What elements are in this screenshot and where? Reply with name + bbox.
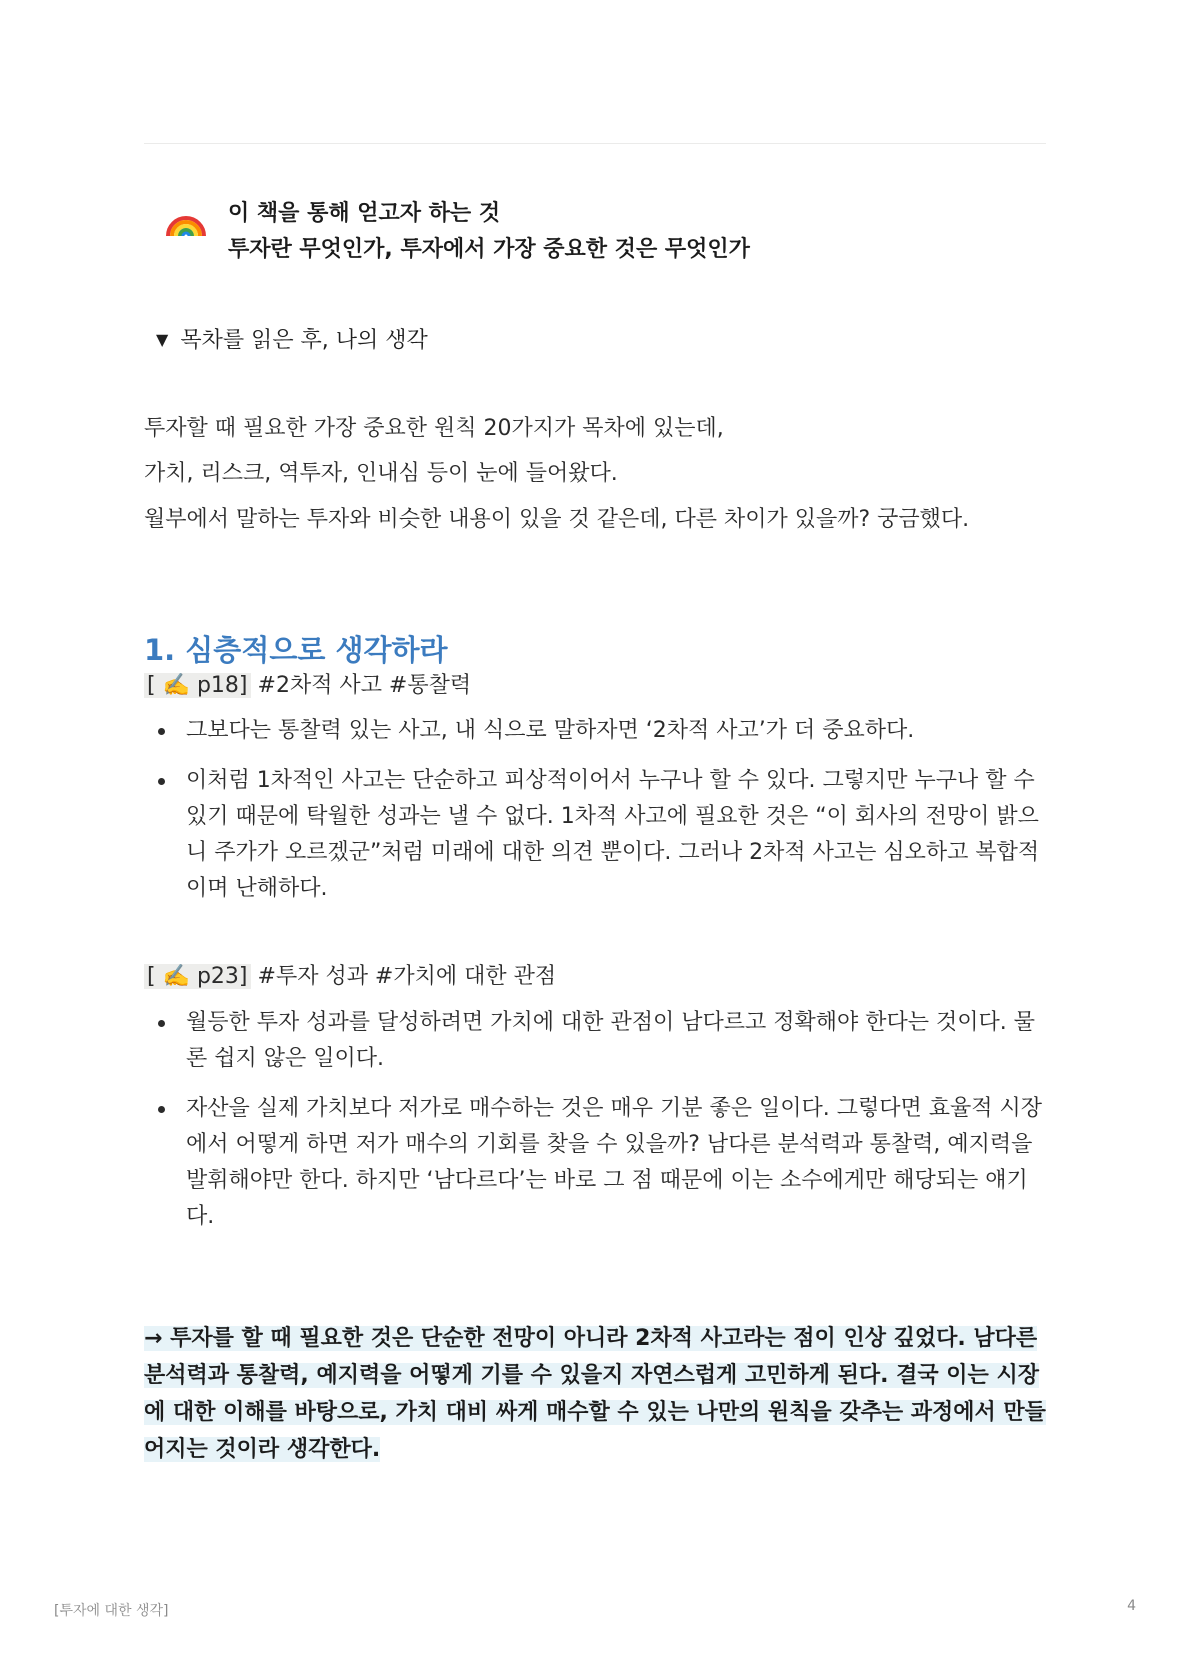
bullet-dot (158, 1106, 165, 1113)
note-tagline (144, 671, 471, 701)
section-heading: 1. 심층적으로 생각하라 (144, 633, 448, 667)
intro-line-2: 가치, 리스크, 역투자, 인내심 등이 눈에 들어왔다. (144, 461, 618, 486)
bullet-dot (158, 728, 165, 735)
footer-title: [투자에 대한 생각] (54, 1603, 169, 1619)
callout-title: 이 책을 통해 얻고자 하는 것 (228, 201, 501, 226)
reflection-text: → 투자를 할 때 필요한 것은 단순한 전망이 아니라 2차적 사고라는 점이 인상 깊었다. 남다른 분석력과 통찰력, 예지력을 어떻게 기를 수 있을지 자연스럽게 고민하게 된다. 결국 이는 시장에 대한 이해를 바탕으로, 가치 대비 싸게 매수할 수 있는 나만의 원칙을 갖추는 과정에서 만들어지는 것이라 생각한다. (144, 1326, 1046, 1462)
bullet-list (144, 713, 1050, 921)
intro-line-3: 월부에서 말하는 투자와 비슷한 내용이 있을 것 같은데, 다른 차이가 있을까? 궁금했다. (144, 507, 970, 532)
page-ref-badge: [ ✍️ p23] (144, 964, 251, 989)
bullet-dot (158, 778, 165, 785)
list-item: 그보다는 통찰력 있는 사고, 내 식으로 말하자면 ‘2차적 사고’가 더 중요하다. (144, 713, 1050, 749)
list-item: 이처럼 1차적인 사고는 단순하고 피상적이어서 누구나 할 수 있다. 그렇지만 누구나 할 수 있기 때문에 탁월한 성과는 낼 수 없다. 1차적 사고에 필요한 것은 “이 회사의 전망이 밝으니 주가가 오르겠군”처럼 미래에 대한 의견 뿐이다. 그러나 2차적 사고는 심오하고 복합적이며 난해하다. (144, 763, 1050, 907)
bullet-list (144, 1005, 1050, 1249)
reflection-highlight (144, 1320, 1050, 1468)
top-divider (144, 143, 1046, 144)
rainbow-icon (164, 196, 208, 240)
note-tags: #투자 성과 #가치에 대한 관점 (250, 964, 557, 989)
callout-subtitle: 투자란 무엇인가, 투자에서 가장 중요한 것은 무엇인가 (228, 237, 750, 262)
list-item: 월등한 투자 성과를 달성하려면 가치에 대한 관점이 남다르고 정확해야 한다는 것이다. 물론 쉽지 않은 일이다. (144, 1005, 1050, 1077)
page-ref-badge: [ ✍️ p18] (144, 673, 251, 698)
page-number: 4 (1127, 1598, 1136, 1614)
bullet-dot (158, 1020, 165, 1027)
list-item: 자산을 실제 가치보다 저가로 매수하는 것은 매우 기분 좋은 일이다. 그렇다면 효율적 시장에서 어떻게 하면 저가 매수의 기회를 찾을 수 있을까? 남다른 분석력과 통찰력, 예지력을 발휘해야만 한다. 하지만 ‘남다르다’는 바로 그 점 때문에 이는 소수에게만 해당되는 얘기다. (144, 1091, 1050, 1235)
toggle-heading[interactable] (156, 326, 428, 357)
note-tags: #2차적 사고 #통찰력 (250, 673, 472, 698)
intro-line-1: 투자할 때 필요한 가장 중요한 원칙 20가지가 목차에 있는데, (144, 416, 724, 441)
toggle-triangle-icon[interactable]: ▼ (156, 330, 169, 349)
toggle-label: 목차를 읽은 후, 나의 생각 (180, 328, 428, 353)
note-tagline (144, 962, 556, 992)
